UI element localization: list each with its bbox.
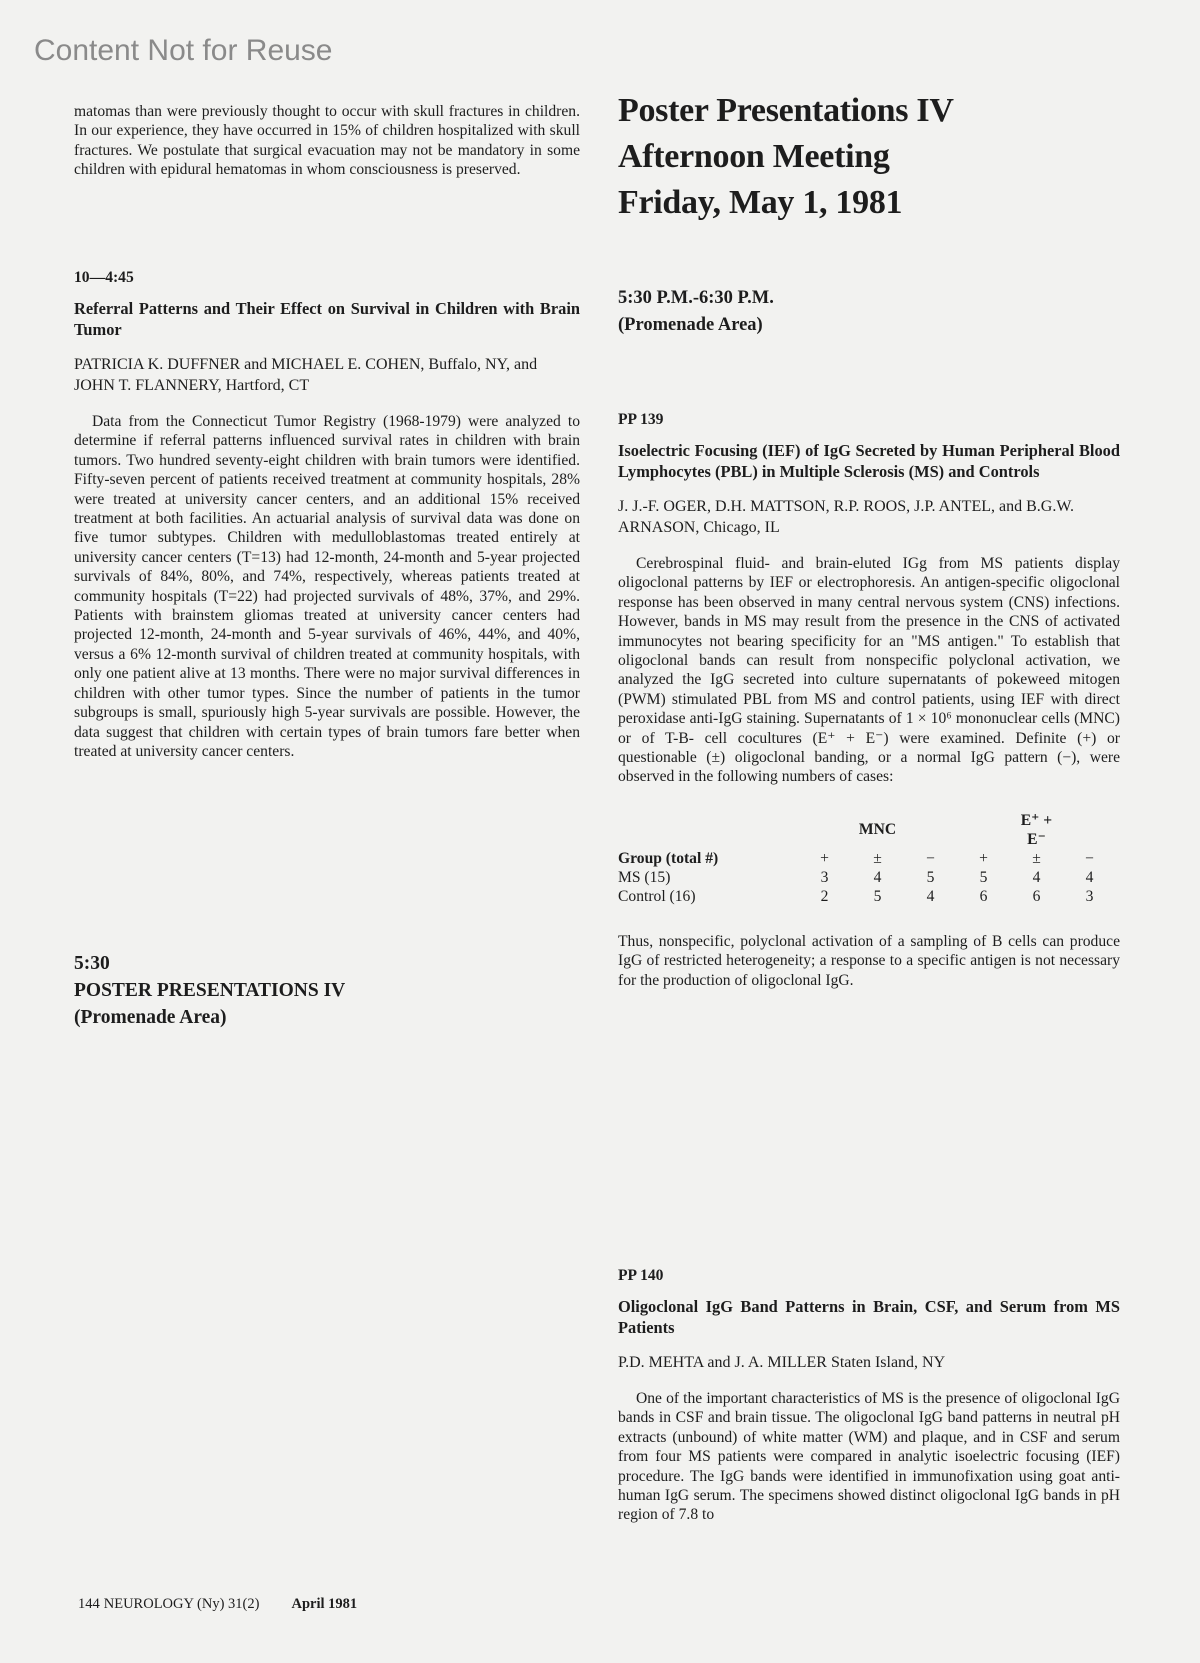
col-mark: − (926, 849, 935, 867)
pp139-body: Cerebrospinal fluid- and brain-eluted IGg from MS patients display oligoclonal patterns by IEF or electrophoresis. An antigen-specific oligoclonal response has been observed in many central nervous system (CNS) infections. However, bands in MS may result from the presence in the CNS of activated immunocytes not bearing specificity for an "MS antigen." To establish that oligoclonal bands can result from nonspecific polyclonal activation, we analyzed the IgG secreted into culture supernatants of pokeweed mitogen (PWM) stimulated PBL from MS and control patients, using IEF with direct peroxidase anti-IgG staining. Supernatants of 1 × 10⁶ mononuclear cells (MNC) or of T-B- cell cocultures (E⁺ + E⁻) were examined. Definite (+) or questionable (±) oligoclonal banding, or a normal IgG pattern (−), were observed in the following numbers of cases: (618, 555, 1120, 786)
row-label: MS (15) (618, 868, 671, 886)
pp139-number: PP 139 (618, 411, 664, 428)
table-cell: 6 (979, 887, 988, 905)
heading-line-3: Friday, May 1, 1981 (618, 184, 903, 221)
table-corner (618, 811, 798, 849)
pp139-authors: J. J.-F. OGER, D.H. MATTSON, R.P. ROOS, J.P. ANTEL, and B.G.W. ARNASON, Chicago, IL (618, 498, 1074, 536)
pp140-block (618, 1266, 1120, 1525)
heading-line-2: Afternoon Meeting (618, 138, 890, 175)
results-table (618, 811, 1116, 906)
pp139-block (618, 410, 1120, 990)
table-cell: 4 (873, 868, 882, 886)
table-cell: 3 (1085, 887, 1094, 905)
journal-citation: NEUROLOGY (Ny) 31(2) (103, 1596, 260, 1612)
session-time: 5:30 (74, 953, 110, 974)
table-cell: 3 (820, 868, 829, 886)
col-mark: − (1085, 849, 1094, 867)
table-cell: 4 (926, 887, 935, 905)
col-mark: ± (1032, 849, 1041, 867)
pp140-authors: P.D. MEHTA and J. A. MILLER Staten Island, NY (618, 1354, 946, 1371)
table-row (618, 887, 1116, 906)
table-row (618, 868, 1116, 887)
place: (Promenade Area) (618, 315, 763, 335)
table-header-row (618, 849, 1116, 868)
table-cell: 4 (1032, 868, 1041, 886)
table-group-row (618, 811, 1116, 849)
heading-line-1: Poster Presentations IV (618, 92, 954, 129)
page-footer (78, 1596, 357, 1613)
page-heading (618, 88, 1120, 226)
pp140-title: Oligoclonal IgG Band Patterns in Brain, CSF, and Serum from MS Patients (618, 1297, 1120, 1337)
pp139-conclusion: Thus, nonspecific, polyclonal activation of a sampling of B cells can produce IgG of restricted heterogeneity; a response to a specific antigen is not necessary for the production of oligoclonal IgG. (618, 932, 1120, 989)
table-cell: 5 (873, 887, 882, 905)
abstract-body: Data from the Connecticut Tumor Registry (1968-1979) were analyzed to determine if referral patterns influenced survival rates in children with brain tumors. Two hundred seventy-eight children with brain tumors were identified. Fifty-seven percent of patients received treatment at community hospitals, 28% were treated at university cancer centers, and an additional 15% received treatment at both facilities. An actuarial analysis of survival data was done on five tumor subtypes. Children with medulloblastomas treated entirely at university cancer centers (T=13) had 12-month, 24-month and 5-year projected survivals of 84%, 80%, and 74%, respectively, whereas patients treated at community hospitals (T=22) had projected survivals of 48%, 37%, and 29%. Patients with brainstem gliomas treated at university cancer centers had projected 12-month, 24-month and 5-year survivals of 46%, 44%, and 40%, versus a 6% 12-month survival of children treated at community hospitals, with only one patient alive at 13 months. There were no major survival differences in children with other tumor types. Since the number of patients in the tumor subgroups is small, spuriously high 5-year survivals are possible. However, the data suggest that children with certain types of brain tumors fare better when treated at university cancer centers. (74, 413, 580, 760)
abstract-authors: PATRICIA K. DUFFNER and MICHAEL E. COHEN, Buffalo, NY, and JOHN T. FLANNERY, Hartford, CT (74, 356, 538, 394)
time-place-block (618, 285, 1120, 339)
abstract-10-block (74, 268, 580, 761)
left-cont-block (74, 102, 580, 180)
col-mark: ± (873, 849, 882, 867)
group-header-mnc: MNC (858, 821, 897, 839)
page-number: 144 (78, 1596, 100, 1612)
session-block (74, 950, 580, 1031)
table-cell: 5 (979, 868, 988, 886)
pp139-title: Isoelectric Focusing (IEF) of IgG Secreted by Human Peripheral Blood Lymphocytes (PBL) in Multiple Sclerosis (MS) and Controls (618, 441, 1120, 481)
session-place: (Promenade Area) (74, 1007, 227, 1028)
col-mark: + (979, 849, 988, 867)
pp140-body: One of the important characteristics of MS is the presence of oligoclonal IgG bands in CSF and brain tissue. The oligoclonal IgG band patterns in neutral pH extracts (unbound) of white matter (WM) and plaque, and in CSF and serum from four MS patients were compared in analytic isoelectric focusing (IEF) procedure. The IgG bands were identified in immunofixation using goat anti-human IgG serum. The specimens showed distinct oligoclonal IgG bands in pH region of 7.8 to (618, 1390, 1120, 1524)
time-range: 5:30 P.M.-6:30 P.M. (618, 288, 774, 308)
row-label: Control (16) (618, 887, 696, 905)
continued-text: matomas than were previously thought to occur with skull fractures in children. In our experience, they have occurred in 15% of children hospitalized with skull fractures. We postulate that surgical evacuation may not be mandatory in some children with epidural hematomas in whom consciousness is preserved. (74, 103, 580, 179)
table-cell: 4 (1085, 868, 1094, 886)
row-header: Group (total #) (618, 849, 719, 867)
table-cell: 6 (1032, 887, 1041, 905)
issue-date: April 1981 (291, 1596, 358, 1612)
abstract-number: 10—4:45 (74, 269, 134, 286)
watermark: Content Not for Reuse (34, 34, 333, 67)
session-title: POSTER PRESENTATIONS IV (74, 980, 346, 1001)
table-cell: 2 (820, 887, 829, 905)
table-cell: 5 (926, 868, 935, 886)
pp140-number: PP 140 (618, 1267, 664, 1284)
col-mark: + (820, 849, 829, 867)
group-header-e: E⁺ + E⁻ (1020, 811, 1053, 848)
abstract-title: Referral Patterns and Their Effect on Survival in Children with Brain Tumor (74, 299, 580, 339)
